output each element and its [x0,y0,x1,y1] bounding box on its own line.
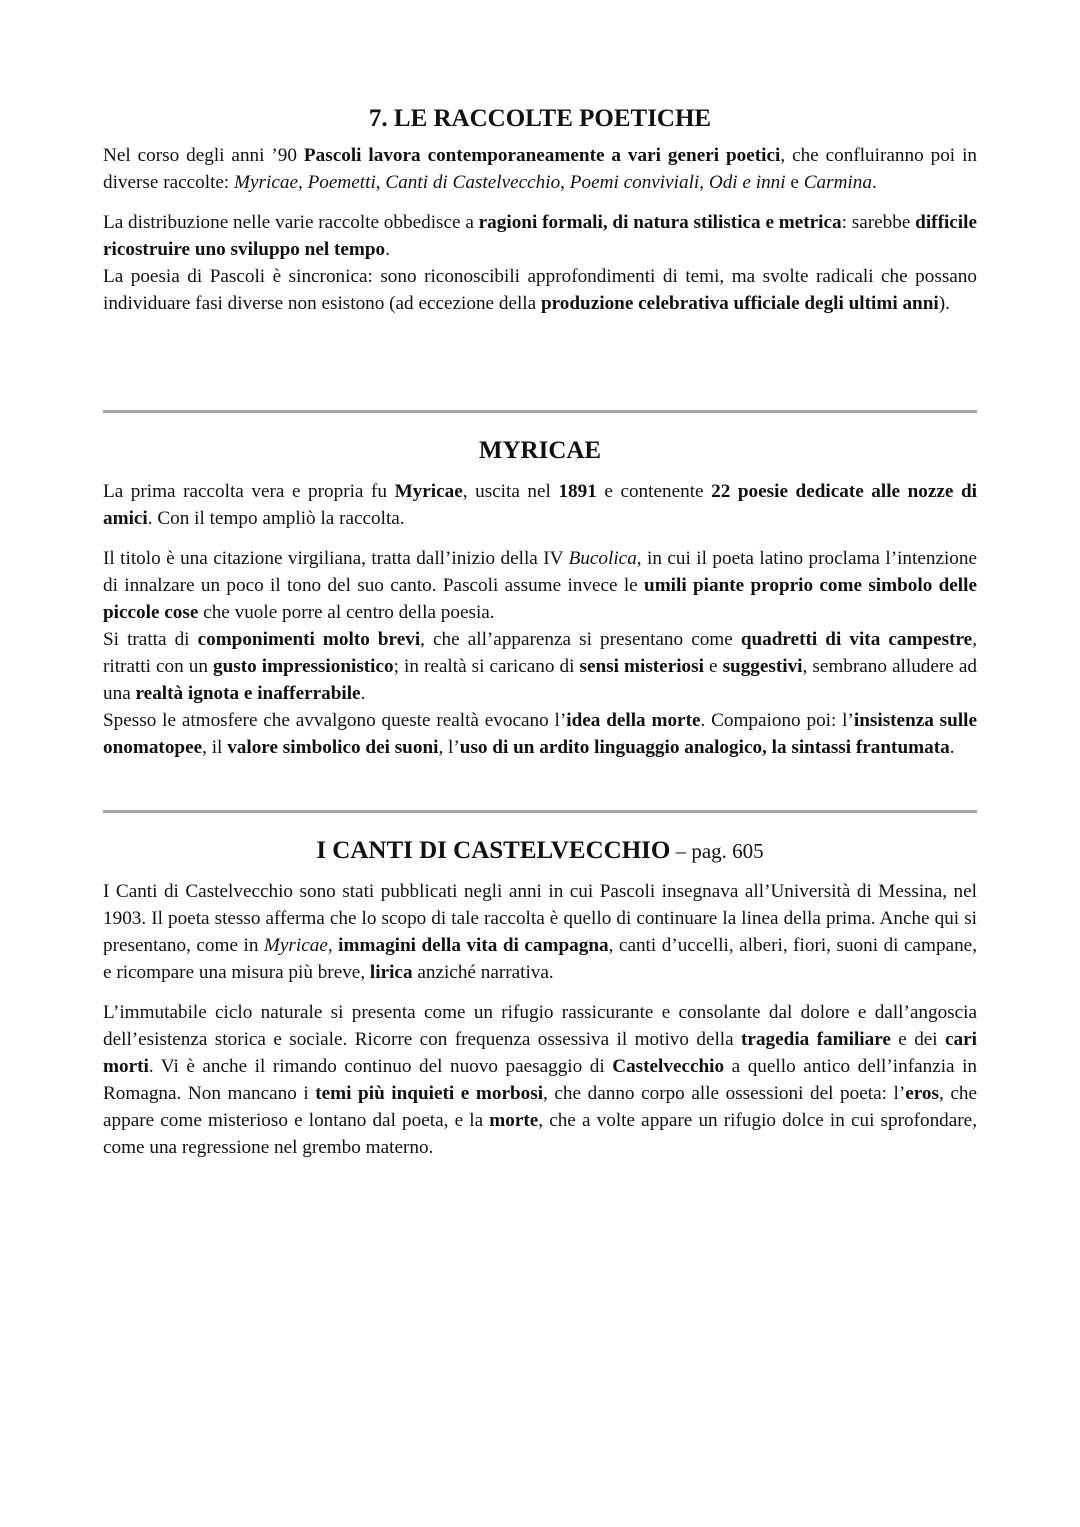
section-raccolte-poetiche [103,104,977,317]
bold-text: Pascoli lavora contemporaneamente a vari generi poetici [303,145,781,166]
bold-text: valore simbolico dei suoni [227,737,439,758]
text-run: Il titolo è una citazione virgiliana, tratta dall’inizio della IV [103,548,569,569]
text-run: , che danno corpo alle ossessioni del poeta: l’ [543,1083,906,1104]
text-run: ; in realtà si caricano di [393,656,580,677]
text-run: , in cui il poeta latino proclama l’intenzione di innalzare un poco il tono del suo canto. Pascoli assume invece le [103,548,978,596]
text-run: , l’ [438,737,460,758]
bold-text: produzione celebrativa ufficiale degli ultimi anni [540,293,939,314]
paragraph [103,545,977,626]
bold-text: umili piante proprio come simbolo delle piccole cose [103,575,977,623]
bold-text: Myricae [394,481,463,502]
text-run: Nel corso degli anni ’90 [103,145,304,166]
section-divider [103,410,977,413]
text-run: . [385,239,390,260]
bold-text: uso di un ardito linguaggio analogico, la sintassi frantumata [459,737,950,758]
bold-text: Castelvecchio [612,1056,725,1077]
paragraph [103,707,977,761]
section-title: 7. LE RACCOLTE POETICHE [368,105,712,132]
text-run: che vuole porre al centro della poesia. [198,602,495,623]
bold-text: realtà ignota e inafferrabile [135,683,361,704]
section-divider [103,810,977,813]
text-run: . [360,683,366,704]
paragraph [103,263,977,317]
section-canti-castelvecchio [103,836,977,1161]
text-run: . [871,172,877,193]
bold-text: eros [905,1083,939,1104]
bold-text: suggestivi [722,656,803,677]
italic-text: Myricae [263,935,328,956]
bold-text: insistenza sulle onomatopee [103,710,977,758]
text-run: . Compaiono poi: l’ [700,710,854,731]
text-run: , il [202,737,228,758]
text-run: La poesia di Pascoli è sincronica: sono riconoscibili approfondimenti di temi, ma svolte radicali che possano individuare fasi diverse non esistono (ad eccezione della [103,266,977,314]
text-run: , canti d’uccelli, alberi, fiori, suoni di campane, e ricompare una misura più breve, [103,935,977,983]
paragraph [103,626,977,707]
text-run: . Vi è anche il rimando continuo del nuovo paesaggio di [148,1056,613,1077]
text-run: : sarebbe [841,212,916,233]
section-title: MYRICAE [478,437,602,464]
bold-text: lirica [369,962,413,983]
italic-text: Canti di Castelvecchio [385,172,561,193]
text-run: anziché narrativa. [412,962,554,983]
page-reference: – pag. 605 [670,839,764,863]
bold-text: idea della morte [566,710,701,731]
text-run: Spesso le atmosfere che avvalgono queste realtà evocano l’ [103,710,567,731]
paragraph [103,209,977,263]
bold-text: difficile ricostruire uno sviluppo nel tempo [103,212,977,260]
paragraph [103,878,977,986]
text-run: . [949,737,955,758]
section-myricae [103,436,977,761]
section-title [103,836,977,866]
bold-text: quadretti di vita campestre [740,629,973,650]
text-run: , sembrano alludere ad una [103,656,977,704]
italic-text: Odi e inni [708,172,786,193]
text-run: La prima raccolta vera e propria fu [103,481,395,502]
text-run: e contenente [596,481,712,502]
bold-text: gusto impressionistico [213,656,394,677]
text-run: , [375,172,386,193]
italic-text: Myricae [234,172,298,193]
text-run: I Canti di Castelvecchio sono stati pubblicati negli anni in cui Pascoli insegnava all’Università di Messina, nel 1903. Il poeta stesso afferma che lo scopo di tale raccolta è quello di continuare la linea della prima. Anche qui si presentano, come in [103,881,977,956]
italic-text: Bucolica [568,548,637,569]
italic-text: Poemi conviviali [569,172,700,193]
text-run: , che a volte appare un rifugio dolce in cui sprofondare, come una regressione nel grembo materno. [103,1110,977,1158]
text-run: , [699,172,709,193]
section-title-text: I CANTI DI CASTELVECCHIO [316,837,671,864]
text-run: , [297,172,308,193]
text-run: , ritratti con un [103,629,977,677]
text-run: e dei [890,1029,946,1050]
bold-text: cari morti [103,1029,977,1077]
bold-text: ragioni formali, di natura stilistica e metrica [478,212,842,233]
bold-text: sensi misteriosi [579,656,704,677]
italic-text: Poemetti [307,172,376,193]
text-run: , che all’apparenza si presentano come [420,629,741,650]
italic-text: Carmina [803,172,872,193]
bold-text: immagini della vita di campagna [338,935,609,956]
text-run: , che appare come misterioso e lontano dal poeta, e la [103,1083,977,1131]
text-run: e [785,172,804,193]
text-run: , che confluiranno poi in diverse raccolte: [103,145,977,193]
bold-text: componimenti molto brevi [197,629,421,650]
text-run: , uscita nel [462,481,559,502]
text-run: L’immutabile ciclo naturale si presenta come un rifugio rassicurante e consolante dal dolore e dall’angoscia dell’esistenza storica e sociale. Ricorre con frequenza ossessiva il motivo della [103,1002,977,1050]
paragraph [103,478,977,532]
bold-text: 22 poesie dedicate alle nozze di amici [103,481,978,529]
paragraph [103,999,977,1161]
text-run: e [703,656,723,677]
bold-text: 1891 [558,481,597,502]
text-run: , [560,172,570,193]
text-run: Si tratta di [103,629,198,650]
text-run: ). [938,293,950,314]
text-run: a quello antico dell’infanzia in Romagna. Non mancano i [103,1056,978,1104]
bold-text: temi più inquieti e morbosi [315,1083,544,1104]
paragraph [103,142,977,196]
bold-text: tragedia familiare [741,1029,891,1050]
bold-text: morte [489,1110,539,1131]
text-run: , [327,935,339,956]
text-run: . Con il tempo ampliò la raccolta. [147,508,405,529]
text-run: La distribuzione nelle varie raccolte obbedisce a [103,212,479,233]
